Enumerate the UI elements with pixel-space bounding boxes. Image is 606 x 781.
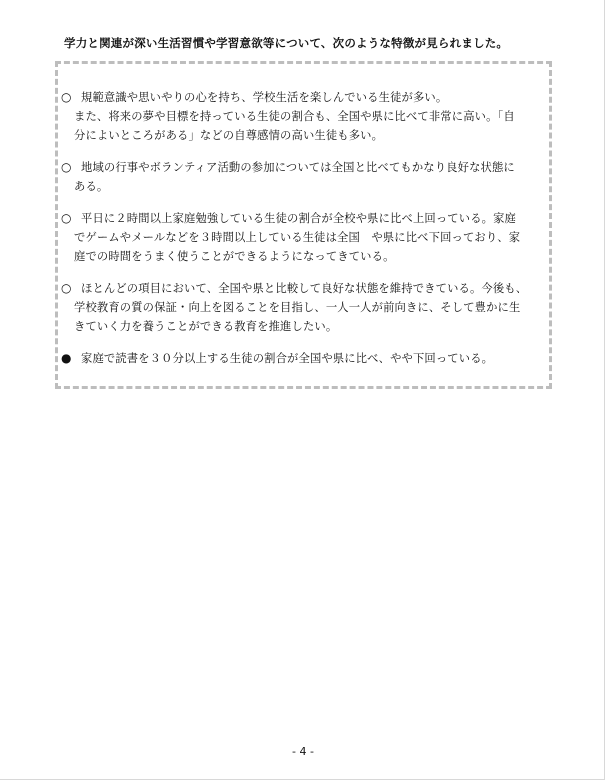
finding-item-4 xyxy=(61,279,549,336)
finding-line: 家庭で読書を３０分以上する生徒の割合が全国や県に比べ、やや下回っている。 xyxy=(81,352,494,365)
hollow-circle-bullet: ○ xyxy=(61,281,72,295)
filled-circle-bullet: ● xyxy=(61,351,72,365)
finding-line: また、将来の夢や目標を持っている生徒の割合も、全国や県に比べて非常に高い。「自 xyxy=(74,110,515,123)
finding-line: きていく力を養うことができる教育を推進したい。 xyxy=(74,320,338,333)
finding-line: でゲームやメールなどを３時間以上している生徒は全国 や県に比べ下回っており、家 xyxy=(74,231,521,244)
finding-line: 庭での時間をうまく使うことができるようになってきている。 xyxy=(74,250,395,263)
finding-item-2 xyxy=(61,158,549,196)
finding-item-1 xyxy=(61,88,549,145)
finding-line: 分によいところがある」などの自尊感情の高い生徒も多い。 xyxy=(74,129,384,142)
finding-line: 学校教育の質の保証・向上を図ることを目指し、一人一人が前向きに、そして豊かに生 xyxy=(74,301,521,314)
finding-item-5 xyxy=(61,349,549,368)
hollow-circle-bullet: ○ xyxy=(61,211,72,225)
finding-line: ある。 xyxy=(74,180,109,193)
page-number: - 4 - xyxy=(292,745,314,758)
finding-line: 規範意識や思いやりの心を持ち、学校生活を楽しんでいる生徒が多い。 xyxy=(81,91,448,104)
finding-line: 平日に２時間以上家庭勉強している生徒の割合が全校や県に比べ上回っている。家庭 xyxy=(81,212,516,225)
section-heading: 学力と関連が深い生活習慣や学習意欲等について、次のような特徴が見られました。 xyxy=(64,36,509,50)
finding-line: 地域の行事やボランティア活動の参加については全国と比べてもかなり良好な状態に xyxy=(81,161,515,174)
finding-line: ほとんどの項目において、全国や県と比較して良好な状態を維持できている。今後も、 xyxy=(81,282,528,295)
finding-item-3 xyxy=(61,209,549,266)
hollow-circle-bullet: ○ xyxy=(61,160,72,174)
findings-box xyxy=(55,61,552,389)
hollow-circle-bullet: ○ xyxy=(61,90,72,104)
